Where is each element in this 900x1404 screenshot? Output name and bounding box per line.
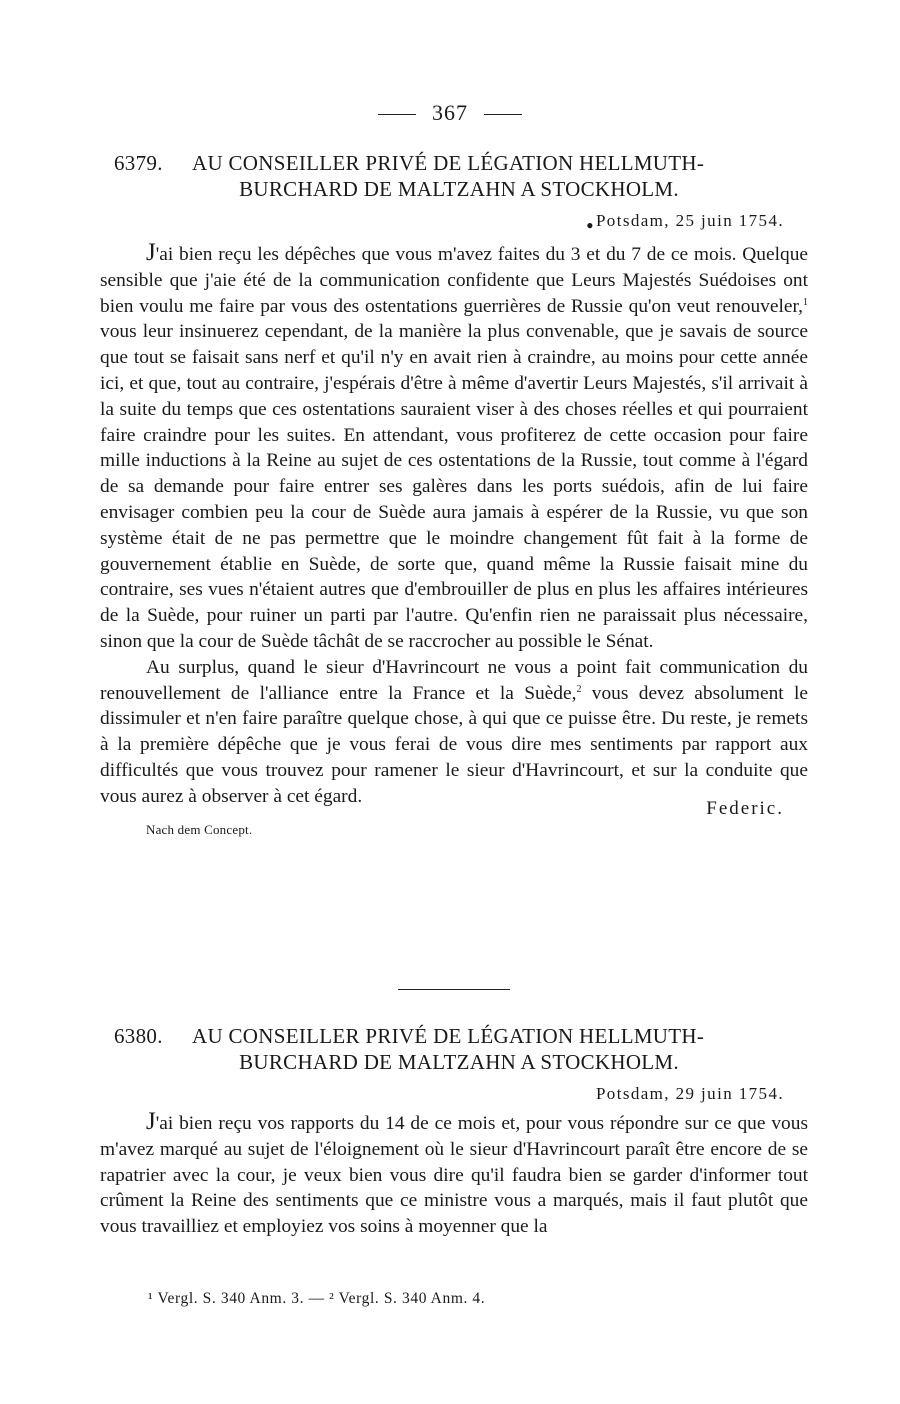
- paragraph: [100, 1109, 808, 1240]
- footnote-ref: 1: [803, 296, 808, 308]
- initial-letter: J: [146, 239, 156, 266]
- signature-row: [100, 655, 809, 819]
- letter-number: 6379.: [114, 151, 163, 175]
- letter-6379: [100, 150, 808, 838]
- letter-dateline: [100, 1083, 808, 1105]
- letter-heading-line-1: AU CONSEILLER PRIVÉ DE LÉGATION HELLMUTH-: [192, 1024, 705, 1048]
- paragraph-text-cont: vous leur insinuerez cependant, de la manière la plus convenable, que je savais de source que tout se faisait sans nerf et qu'il n'y en avait rien à craindre, au moins pour cette année ici, et que, tout au contraire, j'espérais d'être à même d'avertir Leurs Majestés, s'il arrivait à la suite du temps que ces ostentations sauraient viser à des choses réelles et qui pourraient faire craindre pour les suites. En attendant, vous profiterez de cette occasion pour faire mille inductions à la Reine au sujet de ces ostentations de la Russie, tout comme à l'égard de sa demande pour faire entrer ses galères dans les ports suédois, afin de lui faire envisager combien peu la cour de Suède aura jamais à espérer de la Russie, vu que son système était de ne pas permettre que le moindre changement fût fait à la forme de gouvernement établie en Suède, de sorte que, quand même la Russie faisait mine du contraire, ses vues n'étaient autres que d'embrouiller de plus en plus les affaires intérieures de la Suède, pour ruiner un parti par l'autre. Qu'enfin rien ne paraissait plus nécessaire, sinon que la cour de Suède tâchât de se raccrocher au possible le Sénat.: [100, 321, 808, 652]
- paragraph-text-cont: vous devez absolument le dissimuler et n'en faire paraître quelque chose, à qui que ce puisse être. Du reste, je remets à la première dépêche que je vous ferai de vous dire mes sentiments par rapport aux difficultés que vous trouvez pour ramener le sieur d'Havrincourt, et sur la conduite que vous aurez à observer à cet égard.: [100, 682, 809, 807]
- source-note: Nach dem Concept.: [146, 821, 253, 837]
- paragraph: [100, 240, 808, 655]
- paragraph-text: 'ai bien reçu les dépêches que vous m'avez faites du 3 et du 7 de ce mois. Quelque sensible que j'aie été de la communication confidente que Leurs Majestés Suédoises ont bien voulu me faire par vous des ostentations guerrières de Russie qu'on veut renouveler,: [100, 244, 808, 317]
- paragraph-text: Au surplus, quand le sieur d'Havrincourt ne vous a point fait communication du renouvellement de l'alliance entre la France et la Suède,: [100, 656, 808, 704]
- footnotes: ¹ Vergl. S. 340 Anm. 3. — ² Vergl. S. 340 Anm. 4.: [148, 1290, 486, 1307]
- page-number-text: 367: [432, 100, 468, 125]
- footnote-ref: 2: [576, 683, 582, 695]
- letter-heading-line-2: BURCHARD DE MALTZAHN A STOCKHOLM.: [239, 1050, 679, 1074]
- letter-heading-line-1: AU CONSEILLER PRIVÉ DE LÉGATION HELLMUTH-: [192, 151, 705, 175]
- page-number-dash-right: [484, 114, 522, 115]
- letter-heading: [100, 150, 808, 202]
- paragraph-text: 'ai bien reçu vos rapports du 14 de ce mois et, pour vous répondre sur ce que vous m'avez marqué au sujet de l'éloignement où le sieur d'Havrincourt paraît être encore de se rapatrier avec la cour, je veux bien vous dire qu'il faudra bien se garder d'informer tout crûment la Reine des sentiments que ce ministre vous a marqués, mais il faut plutôt que vous travailliez et employiez vos soins à moyenner que la: [100, 1113, 808, 1238]
- letter-dateline: [100, 210, 808, 236]
- section-divider: [398, 989, 510, 990]
- initial-letter: J: [146, 1108, 156, 1135]
- page-number-dash-left: [378, 114, 416, 115]
- signature: Federic.: [706, 797, 784, 819]
- letter-6380: [100, 1023, 808, 1240]
- bullet-mark: ●: [586, 218, 595, 232]
- dateline-text: Potsdam, 29 juin 1754.: [595, 1084, 784, 1103]
- letter-body: [100, 1109, 808, 1240]
- paragraph: [100, 655, 808, 810]
- dateline-text: Potsdam, 25 juin 1754.: [595, 211, 784, 230]
- letter-heading-line-2: BURCHARD DE MALTZAHN A STOCKHOLM.: [239, 177, 679, 201]
- letter-body: [100, 239, 809, 819]
- letter-number: 6380.: [114, 1024, 163, 1048]
- page-number: [0, 100, 900, 126]
- letter-heading: [100, 1023, 808, 1075]
